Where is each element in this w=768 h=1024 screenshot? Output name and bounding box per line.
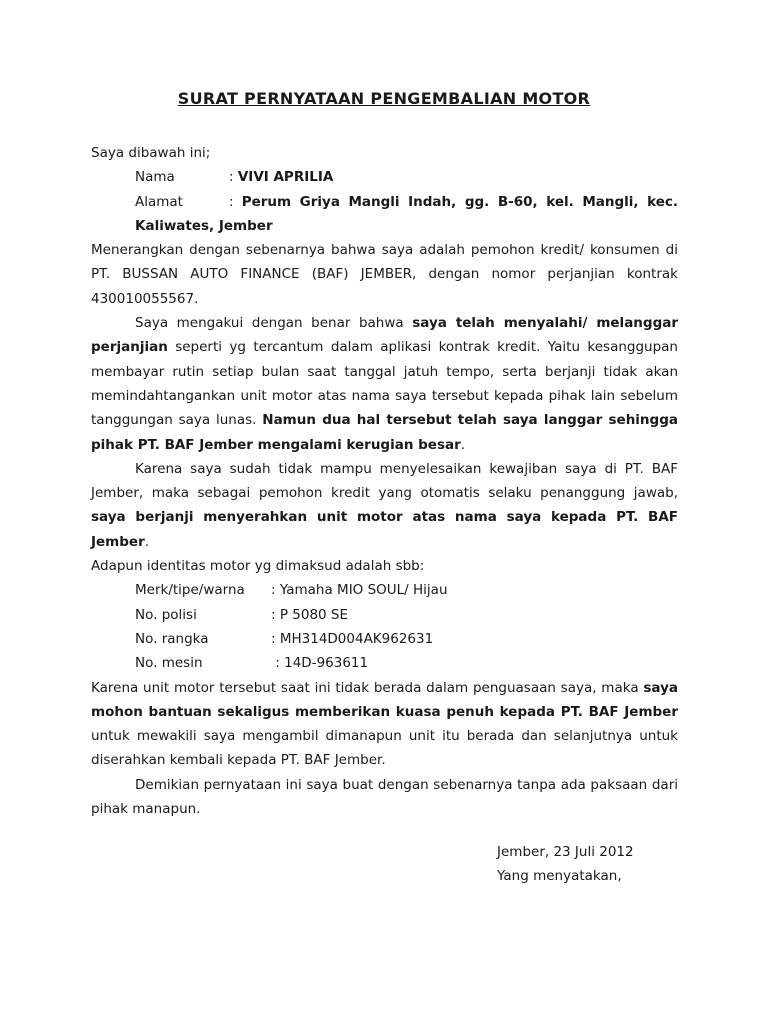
- paragraph-2-bold-a: saya telah menyalahi/ melanggar perjanjian: [91, 315, 679, 356]
- paragraph-3: [91, 457, 678, 554]
- paragraph-5: Demikian pernyataan ini saya buat dengan sebenarnya tanpa ada paksaan dari pihak manapun.: [91, 776, 678, 818]
- vehicle-row-engine: [91, 651, 678, 675]
- paragraph-1: Menerangkan dengan sebenarnya bahwa saya adalah pemohon kredit/ konsumen di PT. BUSSAN AUTO FINANCE (BAF) JEMBER, dengan nomor perjanjian kontrak 430010055567.: [91, 242, 678, 307]
- name-row: [91, 165, 678, 189]
- closing-line: Yang menyatakan,: [497, 868, 622, 885]
- name-value: VIVI APRILIA: [237, 169, 334, 186]
- signature-block: [497, 840, 634, 889]
- paragraph-3-text-b: .: [144, 533, 150, 550]
- vehicle-label: No. polisi: [135, 606, 197, 623]
- vehicle-value: : Yamaha MIO SOUL/ Hijau: [271, 582, 448, 599]
- address-value: Perum Griya Mangli Indah, gg. B-60, kel. Mangli, kec. Kaliwates, Jember: [135, 193, 678, 234]
- vehicle-row-plate: [91, 603, 678, 627]
- vehicle-intro: Adapun identitas motor yg dimaksud adalah sbb:: [91, 558, 425, 575]
- vehicle-label: No. mesin: [135, 655, 203, 672]
- paragraph-4-text-a: Karena unit motor tersebut saat ini tidak berada dalam penguasaan saya, maka: [91, 679, 644, 696]
- vehicle-row-frame: [91, 627, 678, 651]
- address-row: Alamat : Perum Griya Mangli Indah, gg. B-60, kel. Mangli, kec. Kaliwates, Jember: [91, 190, 678, 239]
- name-value-wrap: : VIVI APRILIA: [229, 169, 334, 186]
- vehicle-value: : MH314D004AK962631: [271, 630, 434, 647]
- name-label: Nama: [135, 169, 175, 186]
- paragraph-3-text-a: Karena saya sudah tidak mampu menyelesaikan kewajiban saya di PT. BAF Jember, maka sebagai pemohon kredit yang otomatis selaku penanggung jawab,: [91, 460, 678, 502]
- document-body: [91, 141, 678, 821]
- paragraph-4-text-b: untuk mewakili saya mengambil dimanapun unit itu berada dan selanjutnya untuk diserahkan kembali kepada PT. BAF Jember.: [91, 728, 678, 769]
- vehicle-value: : P 5080 SE: [271, 606, 349, 623]
- paragraph-2-bold-b: Namun dua hal tersebut telah saya langgar sehingga pihak PT. BAF Jember mengalami kerugian besar: [91, 412, 678, 453]
- vehicle-label: No. rangka: [135, 630, 209, 647]
- paragraph-4: [91, 676, 678, 773]
- vehicle-value: : 14D-963611: [271, 655, 369, 672]
- paragraph-4-bold: saya mohon bantuan sekaligus memberikan kuasa penuh kepada PT. BAF Jember: [91, 679, 678, 720]
- paragraph-3-bold: saya berjanji menyerahkan unit motor atas nama saya kepada PT. BAF Jember: [91, 509, 678, 550]
- paragraph-2-text-c: .: [460, 436, 466, 453]
- vehicle-label: Merk/tipe/warna: [135, 582, 245, 599]
- address-label: Alamat: [135, 193, 183, 210]
- intro-line: Saya dibawah ini;: [91, 145, 211, 161]
- document-title: SURAT PERNYATAAN PENGEMBALIAN MOTOR: [177, 89, 591, 108]
- paragraph-2-text-b: seperti yg tercantum dalam aplikasi kontrak kredit. Yaitu kesanggupan membayar rutin setiap bulan saat tanggal jatuh tempo, serta berjanji tidak akan memindahtangankan unit motor atas nama saya tersebut kepada pihak lain sebelum tanggungan saya lunas.: [91, 339, 678, 429]
- paragraph-2: [91, 311, 678, 457]
- vehicle-row-brand: [91, 578, 678, 602]
- paragraph-2-text-a: Saya mengakui dengan benar bahwa: [135, 315, 413, 332]
- place-date: Jember, 23 Juli 2012: [497, 844, 634, 860]
